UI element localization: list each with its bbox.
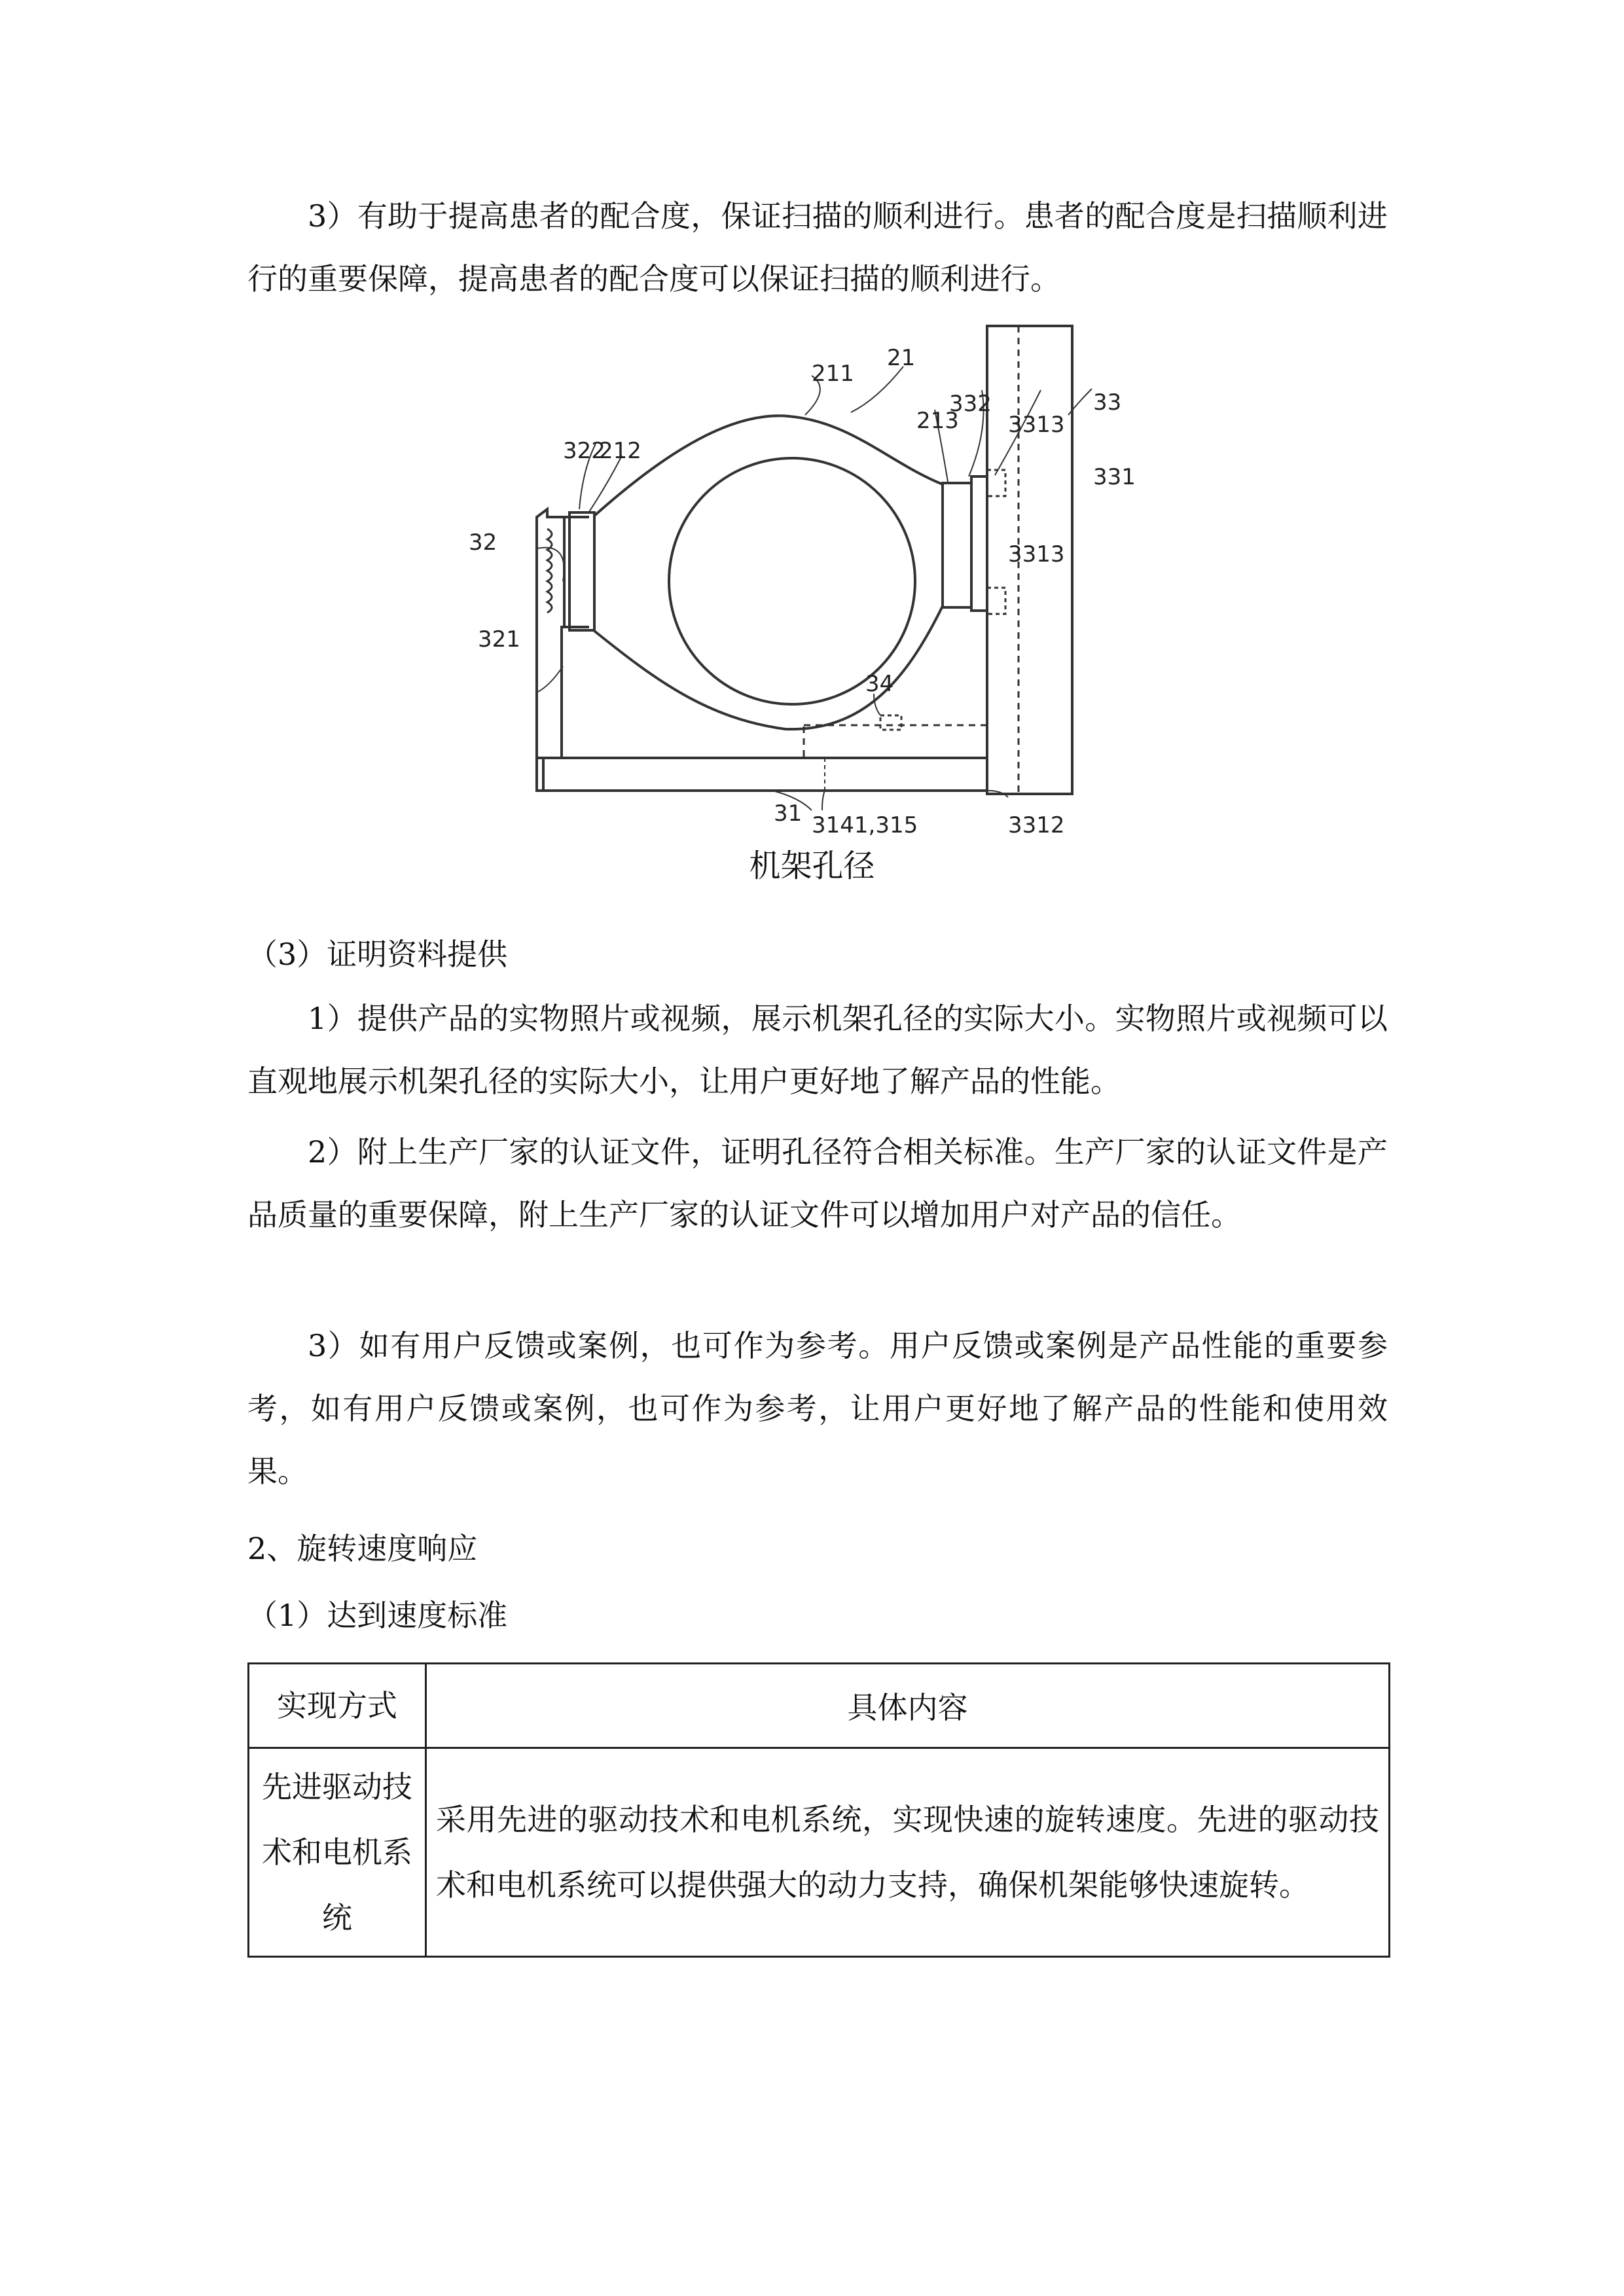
table-row — [249, 1748, 1390, 1957]
part-label-331: 331 — [1093, 464, 1136, 490]
part-label-213: 213 — [916, 408, 959, 434]
part-label-34: 34 — [865, 671, 894, 697]
gantry-diagram — [469, 313, 1136, 882]
table-header-method: 实现方式 — [249, 1664, 426, 1748]
section3-item-1: 1）提供产品的实物照片或视频，展示机架孔径的实际大小。实物照片或视频可以直观地展示机架孔径的实际大小，让用户更好地了解产品的性能。 — [247, 1001, 1388, 1099]
figure-caption: 机架孔径 — [749, 848, 875, 884]
part-label-3312: 3312 — [1008, 812, 1065, 838]
section3-item-3: 3）如有用户反馈或案例，也可作为参考。用户反馈或案例是产品性能的重要参考，如有用户反馈或案例，也可作为参考，让用户更好地了解产品的性能和使用效果。 — [247, 1328, 1388, 1489]
part-label-322: 322 — [563, 438, 605, 464]
table-header-content: 具体内容 — [426, 1664, 1390, 1748]
section3-item-2: 2）附上生产厂家的认证文件，证明孔径符合相关标准。生产厂家的认证文件是产品质量的重要保障，附上生产厂家的认证文件可以增加用户对产品的信任。 — [247, 1134, 1388, 1232]
part-label-32: 32 — [469, 529, 497, 556]
table-cell-method: 先进驱动技术和电机系统 — [249, 1748, 426, 1957]
part-label-321: 321 — [478, 626, 520, 653]
part-label-21: 21 — [887, 345, 916, 371]
paragraph-patient-cooperation: 3）有助于提高患者的配合度，保证扫描的顺利进行。患者的配合度是扫描顺利进行的重要保障，提高患者的配合度可以保证扫描的顺利进行。 — [247, 198, 1388, 296]
table-cell-content: 采用先进的驱动技术和电机系统，实现快速的旋转速度。先进的驱动技术和电机系统可以提供强大的动力支持，确保机架能够快速旋转。 — [426, 1748, 1390, 1957]
part-label-3141-315: 3141,315 — [812, 812, 918, 838]
part-label-3313-upper: 3313 — [1008, 412, 1065, 438]
speed-standard-table — [247, 1662, 1390, 1958]
part-label-212: 212 — [599, 438, 641, 464]
part-label-33: 33 — [1093, 389, 1122, 416]
table-header-row — [249, 1664, 1390, 1748]
part-label-332: 332 — [949, 391, 992, 417]
part-label-31: 31 — [774, 800, 803, 827]
subsection1-heading: （1）达到速度标准 — [247, 1598, 508, 1633]
section3-heading: （3）证明资料提供 — [247, 937, 508, 972]
gantry-drawing — [469, 313, 1136, 838]
section2-heading: 2、旋转速度响应 — [247, 1531, 478, 1566]
part-label-211: 211 — [812, 361, 854, 387]
part-label-3313-lower: 3313 — [1008, 541, 1065, 567]
